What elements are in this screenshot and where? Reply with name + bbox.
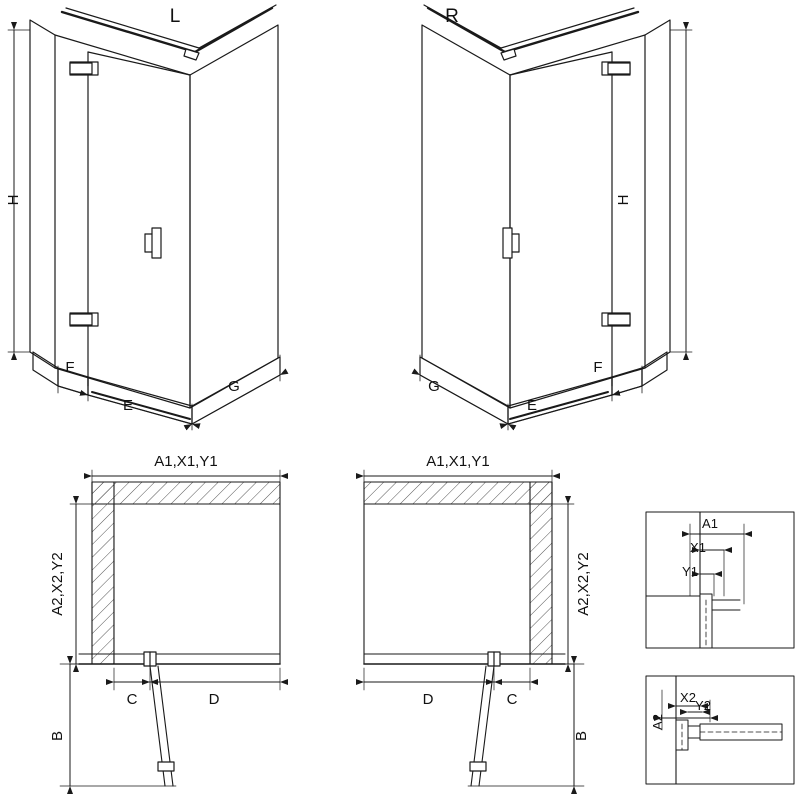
label-dim-c-right: C <box>506 691 518 708</box>
label-plan-right-top: A1,X1,Y1 <box>426 453 490 470</box>
detail-view-bottom <box>646 676 794 784</box>
plan-view-left <box>60 470 280 786</box>
label-variant-left: L <box>169 6 181 27</box>
label-dim-e-right: E <box>526 397 538 414</box>
iso-view-left <box>8 5 280 430</box>
label-variant-right: R <box>445 6 459 27</box>
label-plan-left-side: A2,X2,Y2 <box>49 552 66 616</box>
plan-view-right <box>364 470 584 786</box>
label-dim-e-left: E <box>122 397 134 414</box>
label-dim-f-right: F <box>593 359 603 376</box>
label-dim-d-left: D <box>208 691 220 708</box>
label-dim-c-left: C <box>126 691 138 708</box>
label-detail-a1: A1 <box>702 516 718 531</box>
label-detail-x2: X2 <box>680 690 696 705</box>
detail-view-top <box>646 512 794 648</box>
label-detail-a2: A2 <box>650 714 665 730</box>
label-height-right: H <box>615 194 632 206</box>
label-height-left: H <box>5 194 22 206</box>
iso-view-right <box>420 5 692 430</box>
label-dim-g-right: G <box>428 378 440 395</box>
label-detail-x1: X1 <box>690 540 706 555</box>
label-detail-y1: Y1 <box>682 564 698 579</box>
label-plan-right-side: A2,X2,Y2 <box>575 552 592 616</box>
label-detail-y2: Y2 <box>695 698 711 713</box>
label-dim-f-left: F <box>65 359 75 376</box>
label-dim-g-left: G <box>228 378 240 395</box>
label-swing-b-right: B <box>573 730 590 742</box>
label-plan-left-top: A1,X1,Y1 <box>154 453 218 470</box>
label-dim-d-right: D <box>422 691 434 708</box>
label-swing-b-left: B <box>49 730 66 742</box>
